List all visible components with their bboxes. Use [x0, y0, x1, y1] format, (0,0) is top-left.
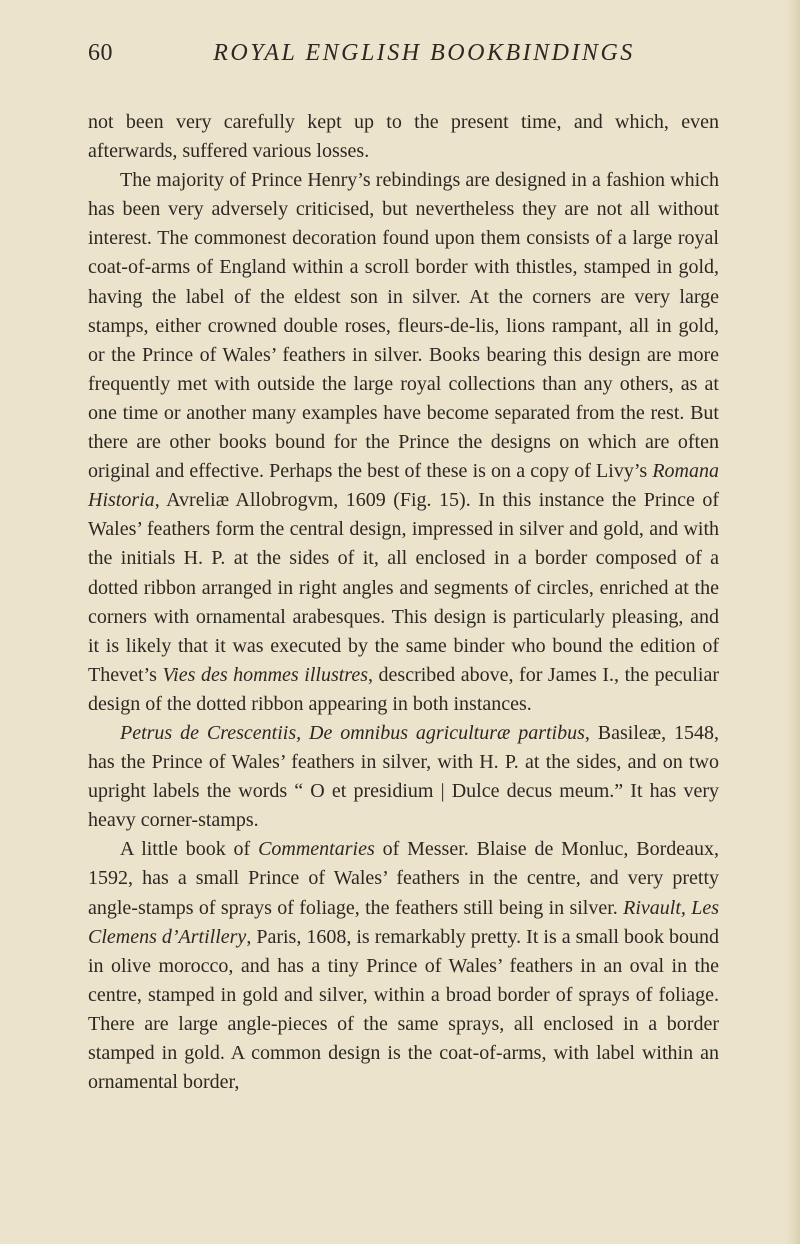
- book-title-commentaries: Commentaries: [258, 838, 375, 861]
- page-header: [88, 40, 720, 80]
- paragraph-2-text-a: The majority of Prince Henry’s rebindings are designed in a fashion which has been very adversely criticised, but nevertheless they are not all without interest. The commonest decoration found upon them consists of a large royal coat-of-arms of England within a scroll border with thistles, stamped in gold, having the label of the eldest son in silver. At the corners are very large stamps, either crowned double roses, fleurs-de-lis, lions rampant, all in gold, or the Prince of Wales’ feathers in silver. Books bearing this design are more frequently met with outside the large royal collections than any others, as at one time or another many examples have become separated from the rest. But there are other books bound for the Prince the designs on which are often original and effective. Perhaps the best of these is on a copy of Livy’s: [88, 169, 719, 483]
- page-number: 60: [88, 40, 113, 66]
- paragraph-2-text-c: , described above, for James I., the peculiar design of the dotted ribbon appearing in both instances.: [88, 663, 719, 715]
- page-edge: [786, 0, 800, 1244]
- book-title-vies-des-hommes: Vies des hommes illustres: [162, 663, 368, 686]
- book-title-rivault: Rivault, Les Clemens d’Artillery: [88, 896, 719, 948]
- paragraph-2-text-b: , Avreliæ Allobrogvm, 1609 (Fig. 15). In this instance the Prince of Wales’ feathers form the central design, impressed in silver and gold, and with the initials H. P. at the sides of it, all enclosed in a border composed of a dotted ribbon arranged in right angles and segments of circles, enriched at the corners with ornamental arabesques. This design is particularly pleasing, and it is likely that it was executed by the same binder who bound the edition of Thevet’s: [88, 489, 719, 686]
- paragraph-3: [88, 719, 719, 835]
- paragraph-1-text: not been very carefully kept up to the present time, and which, even afterwards, suffered various losses.: [88, 111, 719, 163]
- paragraph-4-text-c: , Paris, 1608, is remarkably pretty. It is a small book bound in olive morocco, and has a tiny Prince of Wales’ feathers in an oval in the centre, stamped in gold and silver, within a broad border of sprays of foliage. There are large angle-pieces of the same sprays, all enclosed in a border stamped in gold. A common design is the coat-of-arms, with label within an ornamental border,: [88, 925, 719, 1094]
- body-text: [88, 108, 719, 1097]
- running-title: ROYAL ENGLISH BOOKBINDINGS: [213, 40, 635, 66]
- book-title-romana-historia: Romana Historia: [88, 460, 719, 512]
- paragraph-2: [88, 166, 719, 719]
- paragraph-4-text-a: A little book of: [120, 838, 259, 861]
- paragraph-3-text: , Basileæ, 1548, has the Prince of Wales’ feathers in silver, with H. P. at the sides, and on two upright labels the words “ O et presidium | Dulce decus meum.” It has very heavy corner-stamps.: [88, 721, 719, 832]
- paragraph-4-text-b: of Messer. Blaise de Monluc, Bordeaux, 1592, has a small Prince of Wales’ feathers in the centre, and very pretty angle-stamps of sprays of foliage, the feathers still being in silver.: [88, 838, 719, 919]
- paragraph-1: [88, 108, 719, 166]
- paragraph-4: [88, 835, 719, 1097]
- book-title-petrus-de-crescentiis: Petrus de Crescentiis, De omnibus agriculturæ partibus: [120, 721, 585, 744]
